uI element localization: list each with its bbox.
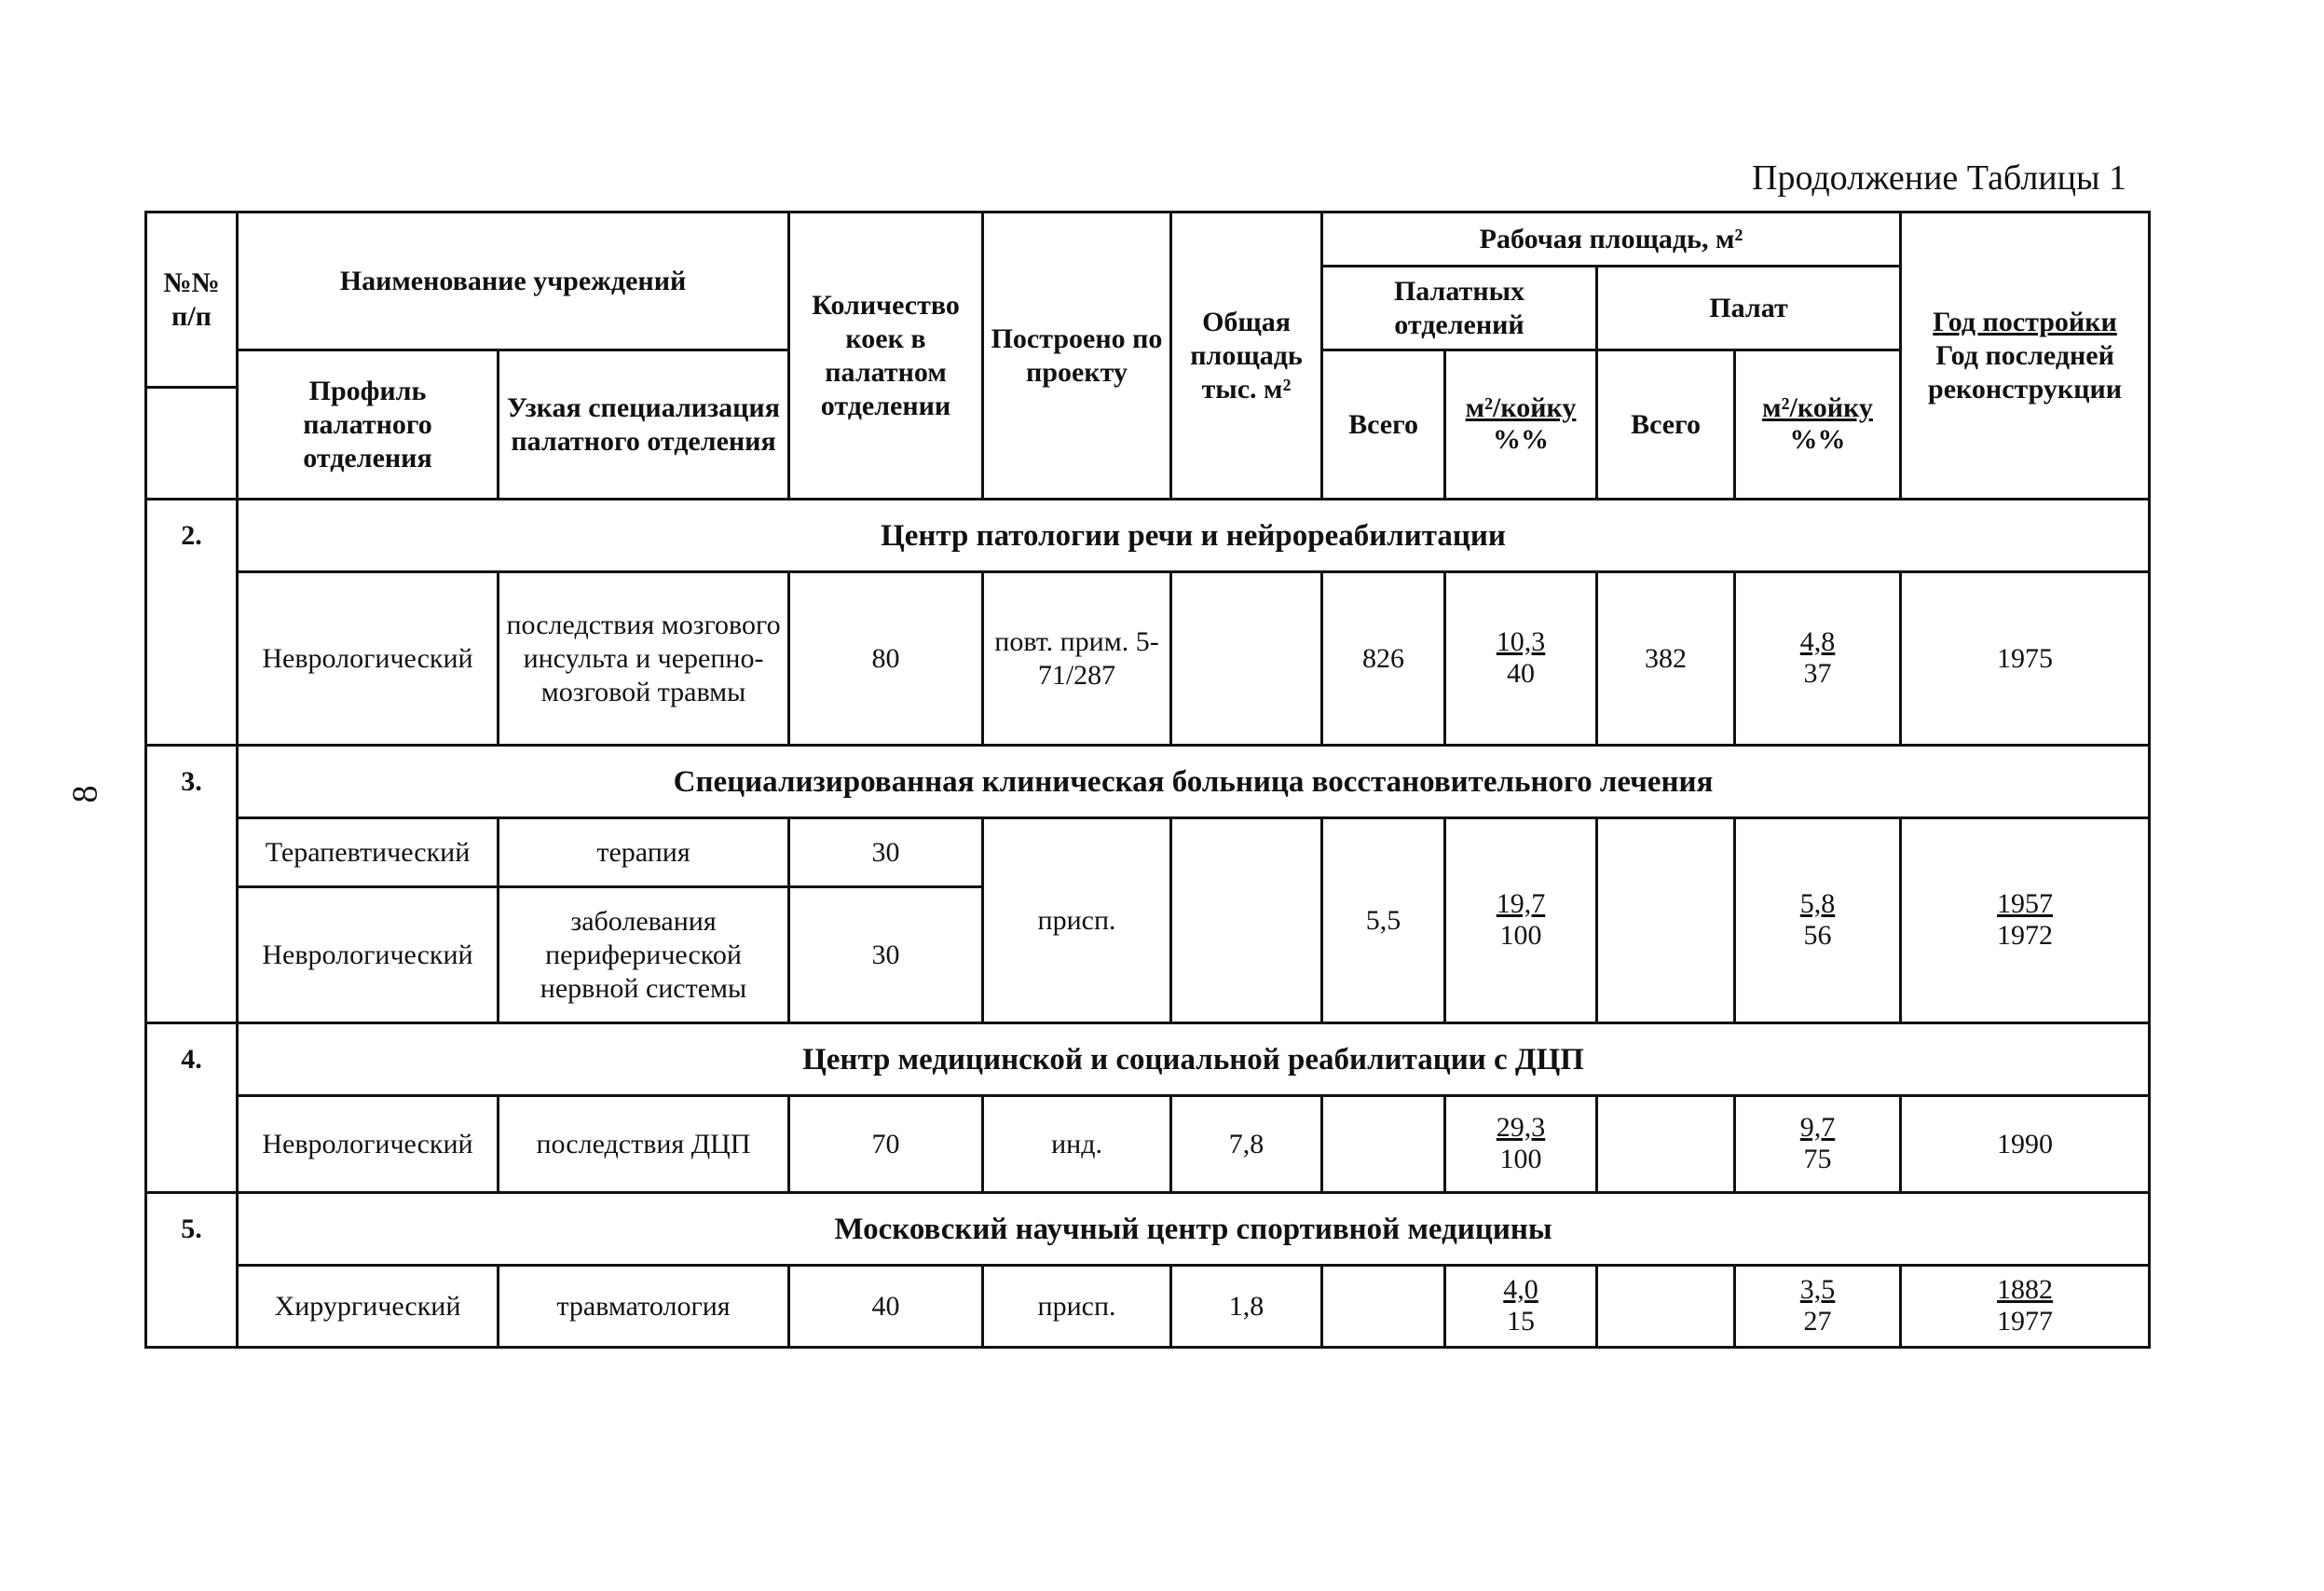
dept-total-cell	[1322, 1096, 1445, 1193]
specialization-cell: последствия ДЦП	[499, 1096, 789, 1193]
project-cell: повт. прим. 5-71/287	[983, 572, 1171, 746]
ward-per-bed-cell	[1735, 1096, 1901, 1193]
beds-cell: 70	[789, 1096, 983, 1193]
header-ward-total: Всего	[1597, 350, 1735, 500]
table-row	[146, 1096, 2150, 1193]
per-bed-value: 4,0	[1503, 1274, 1538, 1305]
per-bed-value: 10,3	[1496, 626, 1546, 657]
section-number: 3.	[146, 746, 238, 1023]
ward-per-bed-cell	[1735, 1266, 1901, 1348]
percent-value: 100	[1499, 1144, 1542, 1174]
table-row	[146, 572, 2150, 746]
dept-per-bed-cell	[1445, 572, 1597, 746]
header-project: Построено по проекту	[983, 213, 1171, 500]
header-year-recon: Год последней реконструкции	[1928, 339, 2123, 405]
ward-total-cell	[1597, 1096, 1735, 1193]
institution-title: Центр медицинской и социальной реабилитации с ДЦП	[238, 1023, 2150, 1096]
dept-per-bed-cell	[1445, 1096, 1597, 1193]
ward-total-cell: 382	[1597, 572, 1735, 746]
ward-per-bed-cell	[1735, 572, 1901, 746]
area-cell	[1171, 572, 1322, 746]
year-cell	[1901, 818, 2150, 1023]
per-bed-value: 19,7	[1496, 888, 1546, 919]
beds-cell: 30	[789, 818, 983, 887]
section-number: 4.	[146, 1023, 238, 1193]
percent-value: 40	[1507, 658, 1536, 689]
area-cell	[1171, 818, 1322, 1023]
percent-value: 15	[1507, 1306, 1536, 1337]
specialization-cell: терапия	[499, 818, 789, 887]
project-cell: инд.	[983, 1096, 1171, 1193]
institution-title: Центр патологии речи и нейрореабилитации	[238, 500, 2150, 572]
header-specialization: Узкая специализация палатного отделения	[499, 350, 789, 500]
project-cell: присп.	[983, 1266, 1171, 1348]
institution-title: Специализированная клиническая больница восстановительного лечения	[238, 746, 2150, 818]
profile-cell: Неврологический	[238, 887, 499, 1023]
header-profile: Профиль палатного отделения	[238, 350, 499, 500]
per-bed-value: 3,5	[1799, 1274, 1836, 1305]
year-built-value: 1957	[1997, 888, 2054, 919]
header-year-built: Год постройки	[1933, 306, 2117, 337]
header-total-area: Общая площадь тыс. м²	[1171, 213, 1322, 500]
year-cell	[1901, 1266, 2150, 1348]
percent-value: 100	[1499, 920, 1542, 951]
beds-cell: 30	[789, 887, 983, 1023]
year-cell: 1975	[1901, 572, 2150, 746]
percent-value: 75	[1803, 1144, 1832, 1174]
percent-label: %%	[1789, 424, 1846, 455]
header-wards: Палат	[1597, 267, 1901, 350]
year-built-value: 1882	[1997, 1274, 2054, 1305]
dept-total-cell: 5,5	[1322, 818, 1445, 1023]
ward-total-cell	[1597, 1266, 1735, 1348]
header-ward-depts: Палатных отделений	[1322, 267, 1597, 350]
institution-title: Московский научный центр спортивной медицины	[238, 1193, 2150, 1266]
per-bed-value: 9,7	[1799, 1112, 1836, 1143]
header-num: №№ п/п	[146, 213, 238, 388]
page-number: 8	[65, 785, 105, 803]
header-year	[1901, 213, 2150, 500]
per-bed-label: м²/койку	[1762, 392, 1873, 423]
dept-per-bed-cell	[1445, 818, 1597, 1023]
table-row	[146, 1266, 2150, 1348]
area-cell: 1,8	[1171, 1266, 1322, 1348]
section-number: 5.	[146, 1193, 238, 1348]
header-name-group: Наименование учреждений	[238, 213, 789, 350]
profile-cell: Хирургический	[238, 1266, 499, 1348]
per-bed-value: 29,3	[1496, 1112, 1546, 1143]
profile-cell: Терапевтический	[238, 818, 499, 887]
per-bed-value: 5,8	[1799, 888, 1836, 919]
percent-value: 27	[1803, 1306, 1832, 1337]
percent-label: %%	[1493, 424, 1550, 455]
percent-value: 37	[1803, 658, 1832, 689]
per-bed-value: 4,8	[1799, 626, 1836, 657]
header-dept-per-bed	[1445, 350, 1597, 500]
header-dept-total: Всего	[1322, 350, 1445, 500]
profile-cell: Неврологический	[238, 1096, 499, 1193]
specialization-cell: последствия мозгового инсульта и черепно-мозговой травмы	[499, 572, 789, 746]
dept-per-bed-cell	[1445, 1266, 1597, 1348]
header-work-area: Рабочая площадь, м²	[1322, 213, 1901, 267]
specialization-cell: заболевания периферической нервной системы	[499, 887, 789, 1023]
year-recon-value: 1972	[1997, 920, 2054, 951]
year-recon-value: 1977	[1997, 1306, 2054, 1337]
header-ward-per-bed	[1735, 350, 1901, 500]
profile-cell: Неврологический	[238, 572, 499, 746]
percent-value: 56	[1803, 920, 1832, 951]
ward-total-cell	[1597, 818, 1735, 1023]
specialization-cell: травматология	[499, 1266, 789, 1348]
section-number: 2.	[146, 500, 238, 746]
table-row	[146, 818, 2150, 887]
header-beds: Количество коек в палатном отделении	[789, 213, 983, 500]
ward-per-bed-cell	[1735, 818, 1901, 1023]
institutions-table	[144, 211, 2151, 1349]
beds-cell: 40	[789, 1266, 983, 1348]
table-caption: Продолжение Таблицы 1	[1752, 158, 2126, 198]
dept-total-cell	[1322, 1266, 1445, 1348]
header-num-lower	[146, 388, 238, 500]
project-cell: присп.	[983, 818, 1171, 1023]
year-cell: 1990	[1901, 1096, 2150, 1193]
per-bed-label: м²/койку	[1465, 392, 1577, 423]
beds-cell: 80	[789, 572, 983, 746]
area-cell: 7,8	[1171, 1096, 1322, 1193]
dept-total-cell: 826	[1322, 572, 1445, 746]
